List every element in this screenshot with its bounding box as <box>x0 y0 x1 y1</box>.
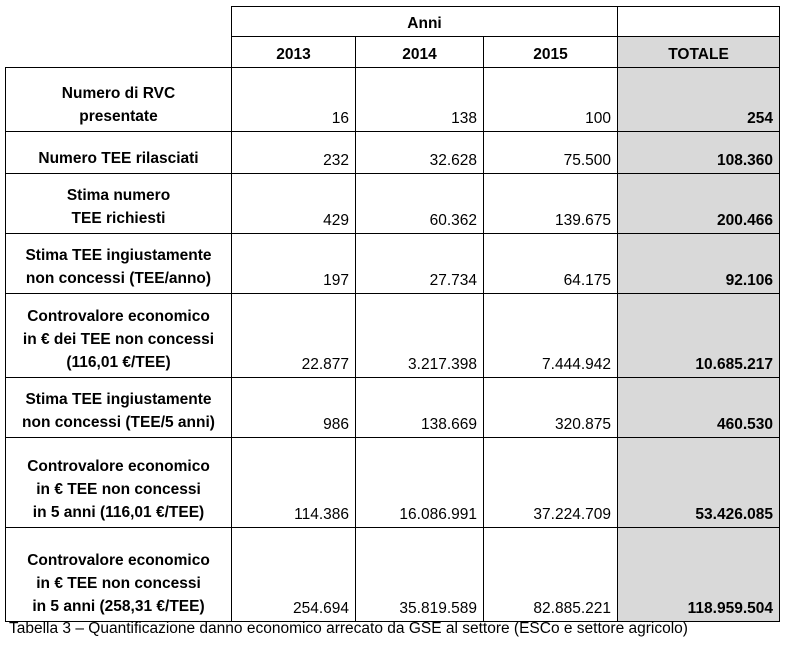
row-label: Controvalore economico in € dei TEE non concessi (116,01 €/TEE) <box>6 294 232 378</box>
total-cell: 118.959.504 <box>618 528 780 622</box>
value-cell: 254.694 <box>232 528 356 622</box>
value-cell: 320.875 <box>484 378 618 438</box>
value-cell: 232 <box>232 132 356 174</box>
value-cell: 986 <box>232 378 356 438</box>
value-cell: 197 <box>232 234 356 294</box>
corner-cell <box>6 7 232 37</box>
value-cell: 60.362 <box>356 174 484 234</box>
table-row <box>6 234 780 294</box>
value-cell: 114.386 <box>232 438 356 528</box>
year-header: 2013 <box>232 37 356 68</box>
row-label: Stima TEE ingiustamente non concessi (TEE/anno) <box>6 234 232 294</box>
table-row <box>6 528 780 622</box>
value-cell: 64.175 <box>484 234 618 294</box>
table-row <box>6 132 780 174</box>
years-group-header: Anni <box>232 7 618 37</box>
value-cell: 35.819.589 <box>356 528 484 622</box>
value-cell: 100 <box>484 68 618 132</box>
value-cell: 16.086.991 <box>356 438 484 528</box>
row-label: Stima numero TEE richiesti <box>6 174 232 234</box>
total-cell: 10.685.217 <box>618 294 780 378</box>
total-header: TOTALE <box>618 37 780 68</box>
year-header: 2014 <box>356 37 484 68</box>
total-cell: 108.360 <box>618 132 780 174</box>
table-row <box>6 378 780 438</box>
data-table <box>5 6 780 622</box>
value-cell: 32.628 <box>356 132 484 174</box>
table-row <box>6 174 780 234</box>
value-cell: 3.217.398 <box>356 294 484 378</box>
total-cell: 460.530 <box>618 378 780 438</box>
value-cell: 22.877 <box>232 294 356 378</box>
total-cell: 254 <box>618 68 780 132</box>
row-label: Numero di RVC presentate <box>6 68 232 132</box>
value-cell: 37.224.709 <box>484 438 618 528</box>
value-cell: 27.734 <box>356 234 484 294</box>
value-cell: 75.500 <box>484 132 618 174</box>
value-cell: 16 <box>232 68 356 132</box>
table-row <box>6 294 780 378</box>
year-header: 2015 <box>484 37 618 68</box>
total-cell: 200.466 <box>618 174 780 234</box>
corner-cell-2 <box>6 37 232 68</box>
table-caption: Tabella 3 – Quantificazione danno economico arrecato da GSE al settore (ESCo e settore agricolo) <box>9 620 688 637</box>
row-label: Numero TEE rilasciati <box>6 132 232 174</box>
header-row-group <box>6 7 780 37</box>
value-cell: 138 <box>356 68 484 132</box>
table-row <box>6 68 780 132</box>
total-cell: 53.426.085 <box>618 438 780 528</box>
header-row-years <box>6 37 780 68</box>
row-label: Controvalore economico in € TEE non concessi in 5 anni (258,31 €/TEE) <box>6 528 232 622</box>
total-header-spacer <box>618 7 780 37</box>
row-label: Stima TEE ingiustamente non concessi (TEE/5 anni) <box>6 378 232 438</box>
value-cell: 139.675 <box>484 174 618 234</box>
row-label: Controvalore economico in € TEE non concessi in 5 anni (116,01 €/TEE) <box>6 438 232 528</box>
value-cell: 138.669 <box>356 378 484 438</box>
value-cell: 7.444.942 <box>484 294 618 378</box>
total-cell: 92.106 <box>618 234 780 294</box>
value-cell: 429 <box>232 174 356 234</box>
table-row <box>6 438 780 528</box>
value-cell: 82.885.221 <box>484 528 618 622</box>
